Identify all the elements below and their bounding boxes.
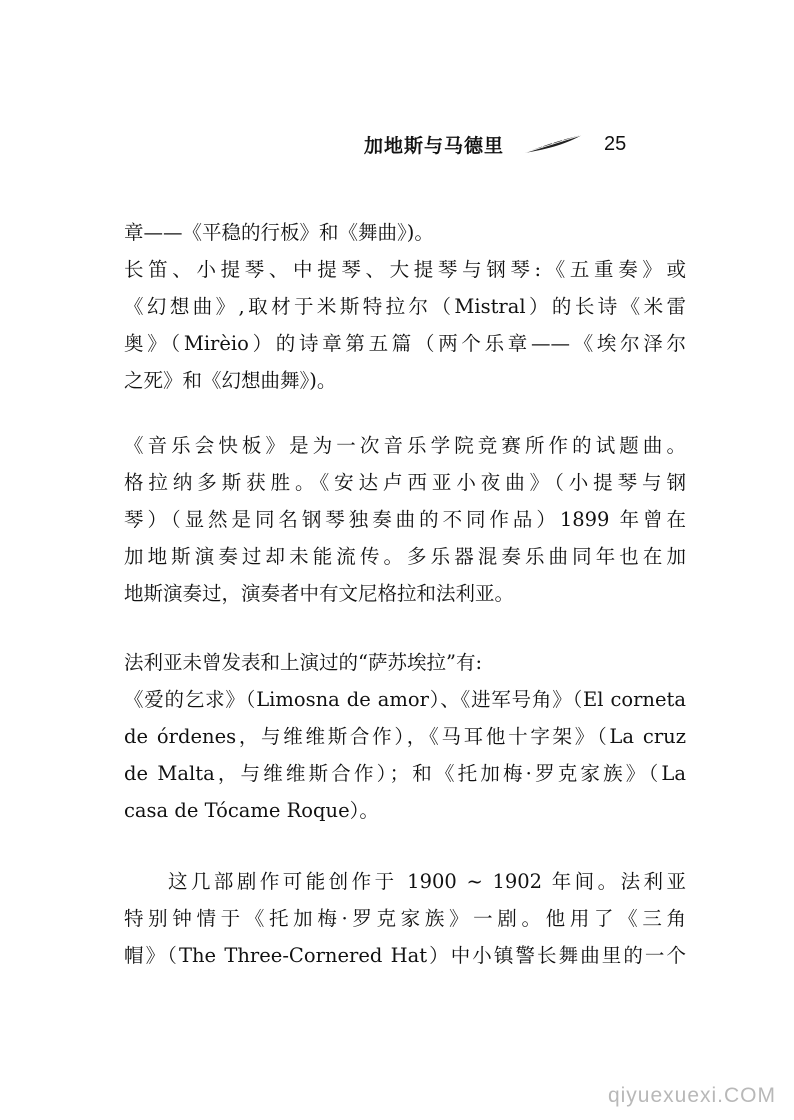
text-line: 之死》和《幻想曲舞》)。 <box>124 369 337 392</box>
running-header <box>364 128 626 160</box>
text-line: 琴）（显然是同名钢琴独奏曲的不同作品）1899 年曾在 <box>124 508 686 531</box>
text-line: 格拉纳多斯获胜。《安达卢西亚小夜曲》（小提琴与钢 <box>124 471 686 494</box>
text-line: 加地斯演奏过却未能流传。多乐器混奏乐曲同年也在加 <box>124 545 686 568</box>
text-line: 《音乐会快板》是为一次音乐学院竞赛所作的试题曲。 <box>124 434 686 457</box>
paragraph-4 <box>124 863 686 974</box>
paragraph-1 <box>124 214 686 399</box>
text-line: 地斯演奏过，演奏者中有文尼格拉和法利亚。 <box>124 582 515 605</box>
text-line: casa de Tócame Roque）。 <box>124 799 379 822</box>
text-line: 帽》（The Three-Cornered Hat）中小镇警长舞曲里的一个 <box>124 944 686 967</box>
text-line: 章——《平稳的行板》和《舞曲》)。 <box>124 221 434 244</box>
page-number: 25 <box>604 132 627 155</box>
chapter-title: 加地斯与马德里 <box>364 134 505 157</box>
text-line: de órdenes，与维维斯合作），《马耳他十字架》（La cruz <box>124 725 686 748</box>
text-line: 长笛、小提琴、中提琴、大提琴与钢琴:《五重奏》或 <box>124 258 686 281</box>
text-line: 特别钟情于《托加梅·罗克家族》一剧。他用了《三角 <box>124 907 686 930</box>
text-line: 法利亚未曾发表和上演过的“萨苏埃拉”有: <box>124 651 483 674</box>
text-line: de Malta，与维维斯合作）；和《托加梅·罗克家族》（La <box>124 762 686 785</box>
text-line: 《幻想曲》,取材于米斯特拉尔（Mistral）的长诗《米雷 <box>124 295 686 318</box>
text-line: 这几部剧作可能创作于 1900 ~ 1902 年间。法利亚 <box>168 870 686 893</box>
text-line: 《爱的乞求》（Limosna de amor）、《进军号角》（El corneta <box>124 688 686 711</box>
paragraph-2 <box>124 427 686 612</box>
feather-pen-icon <box>522 133 584 155</box>
text-line: 奥》（Mirèio）的诗章第五篇（两个乐章——《埃尔泽尔 <box>124 332 686 355</box>
paragraph-3 <box>124 644 686 829</box>
site-watermark: qiyuexuexi.COM <box>607 1084 776 1107</box>
